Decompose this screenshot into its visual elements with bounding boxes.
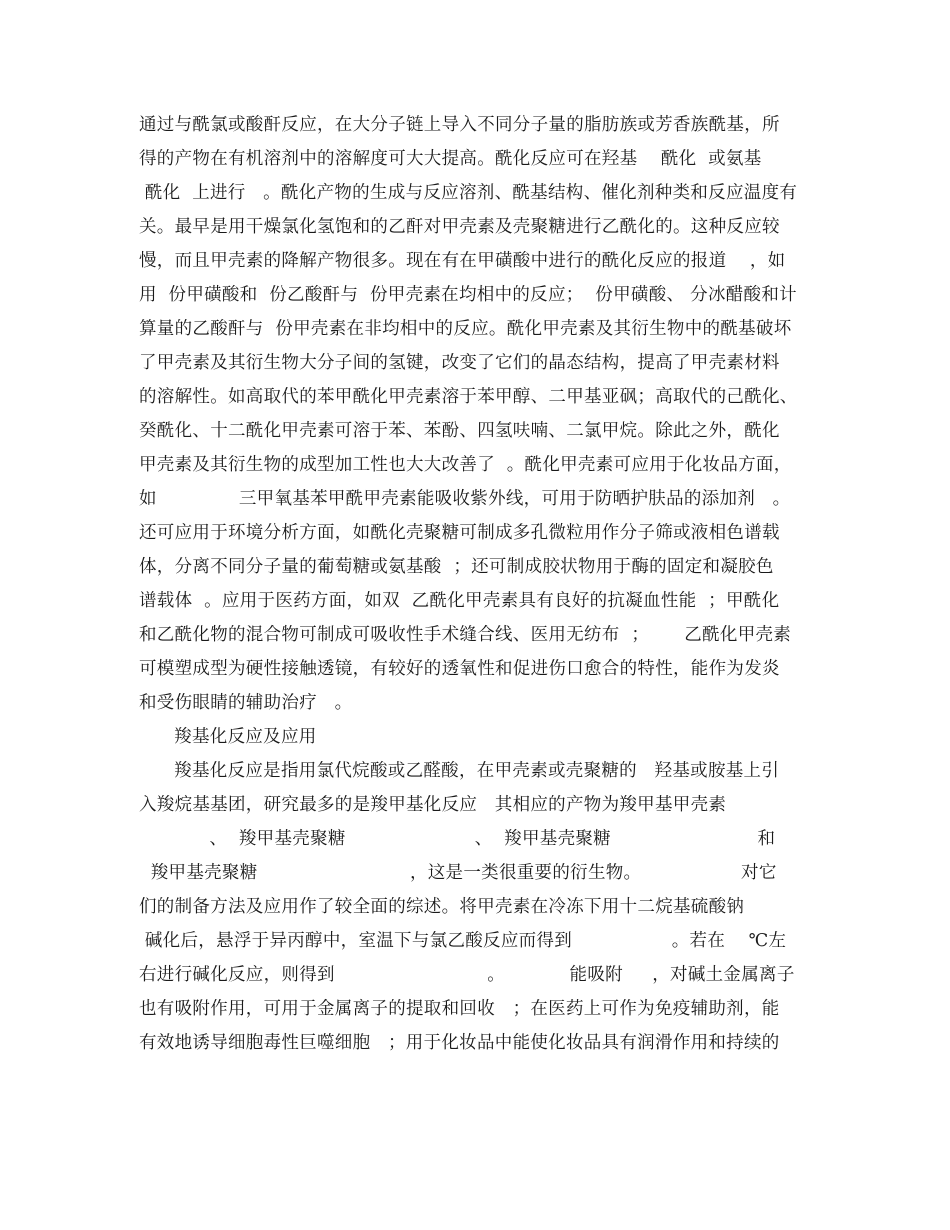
text-line: 用 份甲磺酸和 份乙酸酐与 份甲壳素在均相中的反应； 份甲磺酸、 分冰醋酸和计 xyxy=(139,285,797,305)
text-line: 们的制备方法及应用作了较全面的综述。将甲壳素在冷冻下用十二烷基硫酸钠 xyxy=(139,897,745,917)
text-line: 、 羧甲基壳聚糖 、 羧甲基壳聚糖 和 xyxy=(139,829,776,849)
text-line: 羧基化反应是指用氯代烷酸或乙醛酸，在甲壳素或壳聚糖的 羟基或胺基上引 xyxy=(139,761,780,781)
text-line: 和乙酰化物的混合物可制成可吸收性手术缝合线、医用无纺布 ； 乙酰化甲壳素 xyxy=(139,625,792,645)
text-line: 谱载体 。应用于医药方面，如双 乙酰化甲壳素具有良好的抗凝血性能 ；甲酰化 xyxy=(139,591,780,611)
text-line: 如 三甲氧基苯甲酰甲壳素能吸收紫外线，可用于防晒护肤品的添加剂 。 xyxy=(139,489,791,509)
text-line: 癸酰化、十二酰化甲壳素可溶于苯、苯酚、四氢呋喃、二氯甲烷。除此之外，酰化 xyxy=(139,421,780,441)
text-line: 可模塑成型为硬性接触透镜，有较好的透氧性和促进伤口愈合的特性，能作为发炎 xyxy=(139,659,780,679)
text-line: 关。最早是用干燥氯化氢饱和的乙酐对甲壳素及壳聚糖进行乙酰化的。这种反应较 xyxy=(139,217,780,237)
section-heading: 羧基化反应及应用 xyxy=(139,727,317,747)
text-line: 入羧烷基基团，研究最多的是羧甲基化反应 其相应的产物为羧甲基甲壳素 xyxy=(139,795,727,815)
text-line: 有效地诱导细胞毒性巨噬细胞 ；用于化妆品中能使化妆品具有润滑作用和持续的 xyxy=(139,1033,780,1053)
text-line: 体，分离不同分子量的葡萄糖或氨基酸 ；还可制成胶状物用于酶的固定和凝胶色 xyxy=(139,557,774,577)
text-line: 通过与酰氯或酸酐反应，在大分子链上导入不同分子量的脂肪族或芳香族酰基，所 xyxy=(139,115,780,135)
text-line: 酰化 上进行 。酰化产物的生成与反应溶剂、酰基结构、催化剂种类和反应温度有 xyxy=(139,183,798,203)
text-line: 羧甲基壳聚糖 ，这是一类很重要的衍生物。 对它 xyxy=(139,863,777,883)
text-line: 甲壳素及其衍生物的成型加工性也大大改善了 。酰化甲壳素可应用于化妆品方面， xyxy=(139,455,792,475)
text-line: 的溶解性。如高取代的苯甲酰化甲壳素溶于苯甲醇、二甲基亚砜；高取代的己酰化、 xyxy=(139,387,798,407)
text-line: 还可应用于环境分析方面，如酰化壳聚糖可制成多孔微粒用作分子筛或液相色谱载 xyxy=(139,523,780,543)
text-line: 右进行碱化反应，则得到 。 能吸附 ，对碱土金属离子 xyxy=(139,965,795,985)
text-line: 也有吸附作用，可用于金属离子的提取和回收 ；在医药上可作为免疫辅助剂，能 xyxy=(139,999,780,1019)
text-line: 慢，而且甲壳素的降解产物很多。现在有在甲磺酸中进行的酰化反应的报道 ，如 xyxy=(139,251,786,271)
text-line: 算量的乙酸酐与 份甲壳素在非均相中的反应。酰化甲壳素及其衍生物中的酰基破坏 xyxy=(139,319,792,339)
text-line: 得的产物在有机溶剂中的溶解度可大大提高。酰化反应可在羟基 酰化 或氨基 xyxy=(139,149,762,169)
text-line: 和受伤眼睛的辅助治疗 。 xyxy=(139,693,353,713)
text-line: 了甲壳素及其衍生物大分子间的氢键，改变了它们的晶态结构，提高了甲壳素材料 xyxy=(139,353,780,373)
text-line: 碱化后，悬浮于异丙醇中，室温下与氯乙酸反应而得到 。若在 ℃左 xyxy=(139,931,787,951)
